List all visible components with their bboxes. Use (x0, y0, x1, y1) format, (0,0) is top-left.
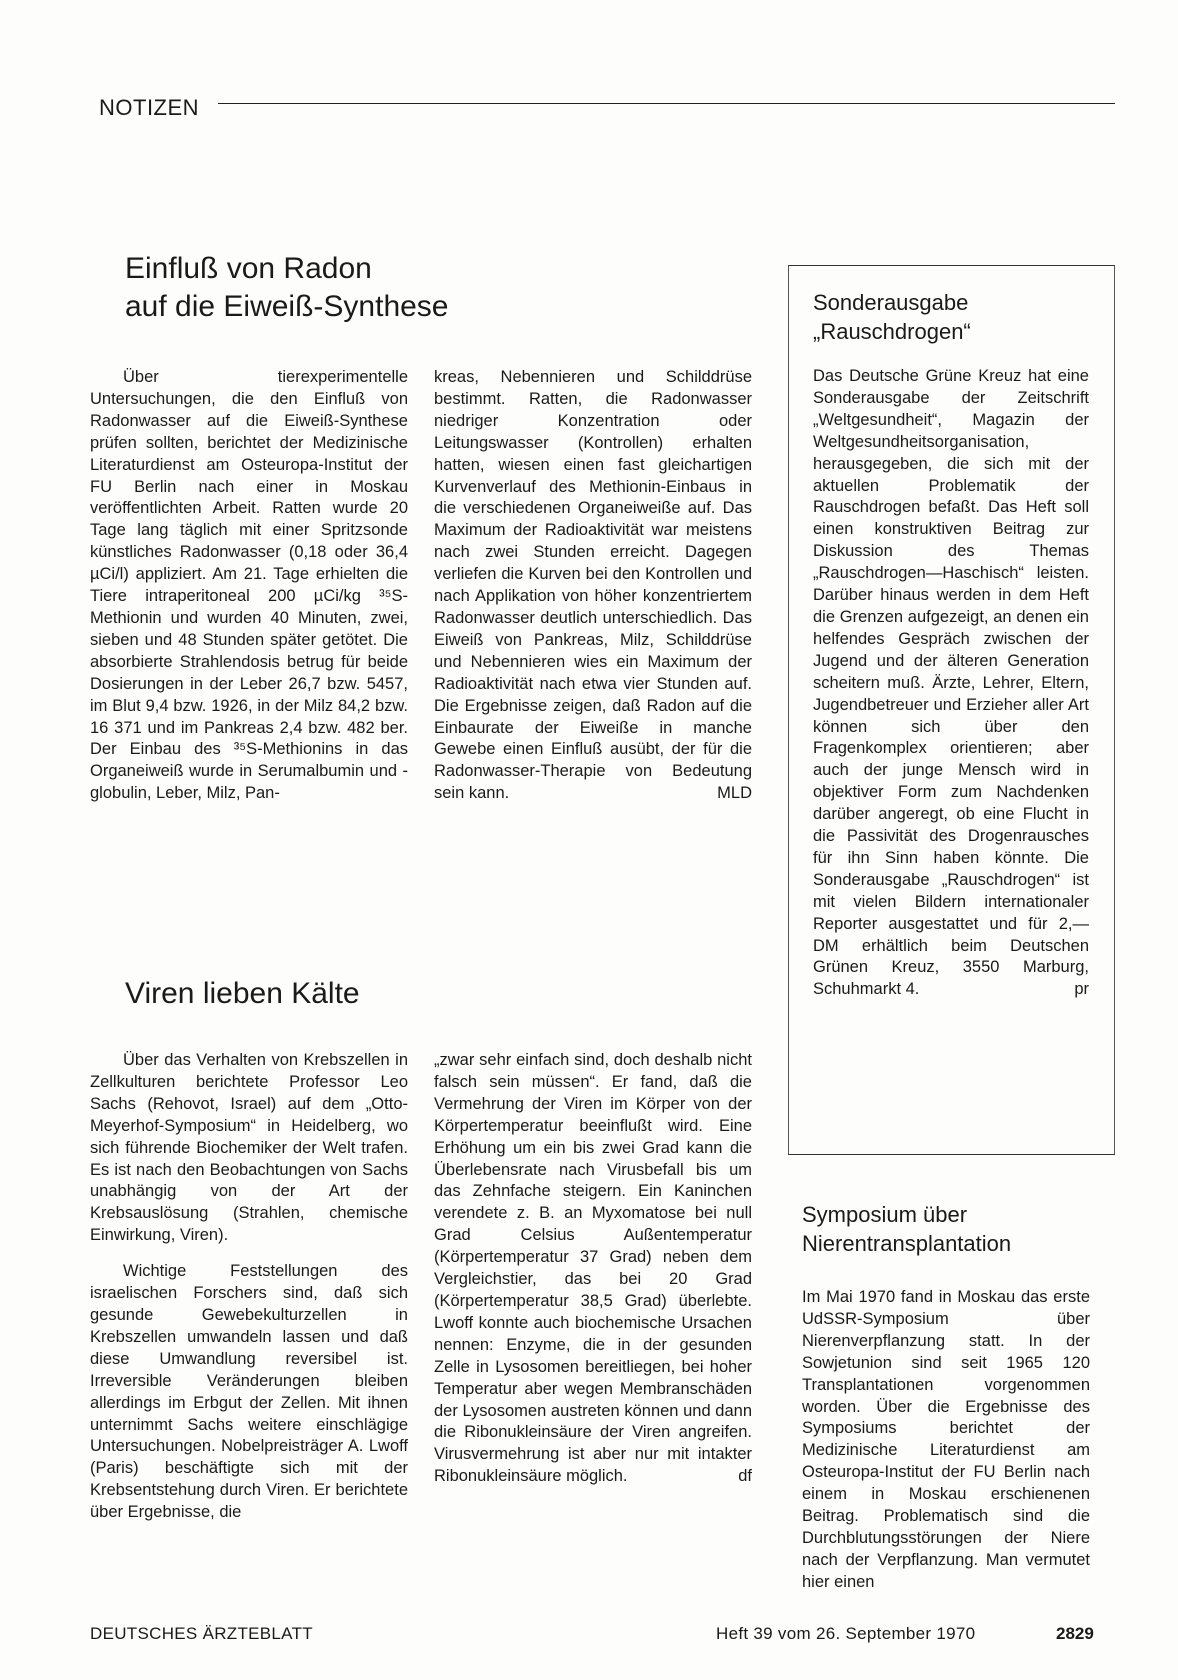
article1-title (125, 250, 449, 326)
footer-issue: Heft 39 vom 26. September 1970 (716, 1624, 976, 1643)
article2-column2 (434, 1050, 752, 1488)
article1-signature: MLD (717, 784, 752, 803)
article2-col2-body: „zwar sehr einfach sind, doch deshalb nicht falsch sein müssen“. Er fand, daß die Vermehrung der Viren im Körper von der Körpertemperatur beeinflußt wird. Eine Erhöhung um ein bis zwei Grad kann die Überlebensrate nach Virusbefall bis um das Zehnfache steigern. Ein Kaninchen verendete z. B. an Myxomatose bei null Grad Celsius Außentemperatur (Körpertemperatur 37 Grad) neben dem Vergleichstier, das bei 20 Grad (Körpertemperatur 38,5 Grad) überlebte. Lwoff konnte auch biochemische Ursachen nennen: Enzyme, die in der gesunden Zelle in Lysosomen bereitliegen, bei hoher Temperatur aber wegen Membranschäden der Lysosomen austreten können und dann die Ribonukleinsäure der Viren angreifen. Virusvermehrung ist aber nur mit intakter Ribonukleinsäure möglich. (434, 1051, 752, 1486)
article1-title-line1: Einfluß von Radon (125, 252, 372, 285)
footer-page-number: 2829 (1056, 1624, 1094, 1643)
sidebar-text (813, 366, 1089, 1001)
article3-column (802, 1287, 1090, 1594)
article1-col2-body: kreas, Nebennieren und Schilddrüse bestimmt. Ratten, die Radonwasser niedriger Konzentration oder Leitungswasser (Kontrollen) erhalten hatten, wiesen einen fast gleichartigen Kurvenverlauf des Methionin-Einbaus in die verschiedenen Organeiweiße auf. Das Maximum der Radioaktivität war meistens nach zwei Stunden erreicht. Dagegen verliefen die Kurven bei den Kontrollen und nach Applikation von höher konzentriertem Radonwasser deutlich unterschiedlich. Das Eiweiß von Pankreas, Milz, Schilddrüse und Nebennieren wies ein Maximum der Radioaktivität nach etwa vier Stunden auf. Die Ergebnisse zeigen, daß Radon auf die Einbaurate der Eiweiße in manche Gewebe einen Einfluß ausübt, der für die Radonwasser-Therapie von Bedeutung sein kann. (434, 368, 752, 803)
sidebar-text-body: Das Deutsche Grüne Kreuz hat eine Sonderausgabe der Zeitschrift „Weltgesundheit“, Magazin der Weltgesundheitsorganisation, herausgegeben, die sich mit der aktuellen Problematik der Rauschdrogen befaßt. Das Heft soll einen konstruktiven Beitrag zur Diskussion des Themas „Rauschdrogen—Haschisch“ leisten. Darüber hinaus werden in dem Heft die Grenzen aufgezeigt, an denen ein helfendes Gespräch zwischen der Jugend und der älteren Generation scheitern muß. Ärzte, Lehrer, Eltern, Jugendbetreuer und Erzieher aller Art können sich über den Fragenkomplex orientieren; aber auch der junge Mensch wird in objektiver Form zum Nachdenken darüber angeregt, ob eine Flucht in die Passivität des Drogenrausches für ihn Sinn haben könnte. Die Sonderausgabe „Rauschdrogen“ ist mit vielen Bildern internationaler Reporter ausgestattet und für 2,— DM erhältlich beim Deutschen Grünen Kreuz, 3550 Marburg, Schuhmarkt 4. (813, 367, 1089, 999)
sidebar-title-line2: „Rauschdrogen“ (813, 319, 971, 344)
article2-col2-text (434, 1050, 752, 1488)
sidebar-body (813, 366, 1089, 1001)
sidebar-title (813, 288, 971, 346)
article2-signature: df (738, 1467, 752, 1486)
article1-column1 (90, 367, 408, 805)
footer-journal: DEUTSCHES ÄRZTEBLATT (90, 1624, 313, 1643)
article3-title-line2: Nierentransplantation (802, 1231, 1012, 1256)
sidebar-title-line1: Sonderausgabe (813, 290, 969, 315)
article3-title-line1: Symposium über (802, 1202, 968, 1227)
article2-column1 (90, 1050, 408, 1524)
article1-column2 (434, 367, 752, 805)
article2-title: Viren lieben Kälte (125, 977, 360, 1010)
article3-title (802, 1200, 1011, 1258)
article2-col1-paragraph1: Über das Verhalten von Krebszellen in Zellkulturen berichtete Professor Leo Sachs (Rehovot, Israel) auf dem „Otto-Meyerhof-Symposium“ in Heidelberg, wo sich führende Biochemiker der Welt trafen. Es ist nach den Beobachtungen von Sachs unabhängig von der Art der Krebsauslösung (Strahlen, chemische Einwirkung, Viren). (90, 1051, 408, 1245)
article1-col1-text: Über tierexperimentelle Untersuchungen, die den Einfluß von Radonwasser auf die Eiweiß-Synthese prüfen sollten, berichtet der Medizinische Literaturdienst am Osteuropa-Institut der FU Berlin nach einer in Moskau veröffentlichten Arbeit. Ratten wurde 20 Tage lang täglich mit einer Spritzsonde künstliches Radonwasser (0,18 oder 36,4 µCi/l) appliziert. Am 21. Tage erhielten die Tiere intraperitoneal 200 µCi/kg ³⁵S-Methionin und wurden 40 Minuten, zwei, sieben und 48 Stunden später getötet. Die absorbierte Strahlendosis betrug für beide Dosierungen in der Leber 26,7 bzw. 5457, im Blut 9,4 bzw. 1926, in der Milz 84,2 bzw. 16 371 und im Pankreas 2,4 bzw. 482 ber. Der Einbau des ³⁵S-Methionins in das Organeiweiß wurde in Serumalbumin und -globulin, Leber, Milz, Pan- (90, 368, 408, 803)
sidebar-box (788, 265, 1115, 1155)
sidebar-signature: pr (1074, 980, 1089, 999)
article3-text: Im Mai 1970 fand in Moskau das erste UdSSR-Symposium über Nierenverpflanzung statt. In der Sowjetunion sind seit 1965 120 Transplantationen vorgenommen worden. Über die Ergebnisse des Symposiums berichtet der Medizinische Literaturdienst am Osteuropa-Institut der FU Berlin nach einem in Moskau erschienenen Beitrag. Problematisch sind die Durchblutungsstörungen der Niere nach der Verpflanzung. Man vermutet hier einen (802, 1288, 1090, 1591)
article2-col1-paragraph2: Wichtige Feststellungen des israelischen Forschers sind, daß sich gesunde Gewebekulturzellen in Krebszellen umwandeln lassen und daß diese Umwandlung reversibel ist. Irreversible Veränderungen bleiben allerdings im Erbgut der Zellen. Mit ihnen unternimmt Sachs weitere einschlägige Untersuchungen. Nobelpreisträger A. Lwoff (Paris) beschäftigte sich mit der Krebsentstehung durch Viren. Er berichtete über Ergebnisse, die (90, 1262, 408, 1522)
section-label: NOTIZEN (99, 95, 200, 120)
article1-col2-text (434, 367, 752, 805)
section-rule (218, 103, 1115, 104)
article1-title-line2: auf die Eiweiß-Synthese (125, 290, 449, 323)
